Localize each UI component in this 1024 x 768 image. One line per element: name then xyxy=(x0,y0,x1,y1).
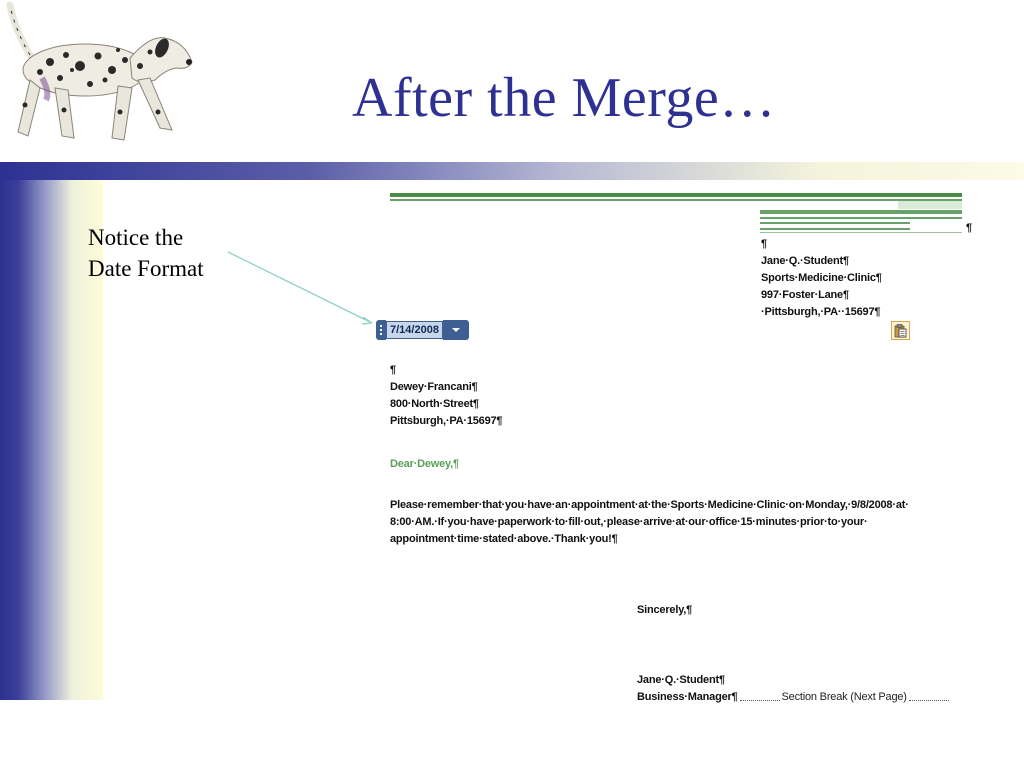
date-control-handle[interactable] xyxy=(376,320,386,340)
dalmatian-illustration xyxy=(0,0,200,148)
sender-rule-5 xyxy=(760,232,962,233)
date-field[interactable]: 7/14/2008 xyxy=(386,321,443,339)
signature-name: Jane·Q.·Student¶ xyxy=(637,674,725,686)
closing: Sincerely,¶ xyxy=(637,604,693,616)
date-dropdown-button[interactable] xyxy=(443,320,469,340)
body-line-3: appointment·time·stated·above.·Thank·you!¶ xyxy=(390,533,618,545)
body-line-2: 8:00·AM.·If·you·have·paperwork·to·fill·out,·please·arrive·at·our·office·15·minutes·prior·to·your· xyxy=(390,516,868,528)
sender-city: ·Pittsburgh,·PA··15697¶ xyxy=(761,306,881,318)
sender-address xyxy=(761,236,882,321)
paste-options-button[interactable] xyxy=(891,321,910,340)
sender-rule-1 xyxy=(760,210,962,214)
header-rule-second xyxy=(390,199,962,201)
recipient-name: Dewey·Francani¶ xyxy=(390,381,478,393)
notice-caption xyxy=(88,222,204,284)
recipient-city: Pittsburgh,·PA·15697¶ xyxy=(390,415,503,427)
salutation: Dear·Dewey,¶ xyxy=(390,458,459,470)
header-rule-top xyxy=(390,193,962,197)
recipient-blank-line: ¶ xyxy=(390,364,396,376)
sender-name: Jane·Q.·Student¶ xyxy=(761,255,849,267)
notice-line-2: Date Format xyxy=(88,256,204,281)
slide-title: After the Merge… xyxy=(352,67,776,129)
sender-rule-4 xyxy=(760,228,910,230)
signature-title: Business·Manager¶ xyxy=(637,691,738,703)
body-line-1: Please·remember·that·you·have·an·appointment·at·the·Sports·Medicine·Clinic·on·Monday,·9/8/2008·at· xyxy=(390,499,909,511)
title-underline-bar xyxy=(0,162,1024,180)
notice-line-1: Notice the xyxy=(88,225,184,250)
signature-title-line xyxy=(637,689,951,706)
sender-rule-3 xyxy=(760,222,910,224)
sender-street: 997·Foster·Lane¶ xyxy=(761,289,849,301)
header-rule-block xyxy=(898,201,962,209)
sender-blank-line: ¶ xyxy=(761,238,767,250)
recipient-address xyxy=(390,362,502,430)
signature-block xyxy=(637,672,951,706)
section-break-dots-right xyxy=(909,694,949,701)
sender-company: Sports·Medicine·Clinic¶ xyxy=(761,272,882,284)
recipient-street: 800·North·Street¶ xyxy=(390,398,479,410)
header-pilcrow: ¶ xyxy=(966,222,972,234)
chevron-down-icon xyxy=(451,327,461,333)
letter-body xyxy=(390,497,909,548)
section-break-label: Section Break (Next Page) xyxy=(781,691,907,703)
date-content-control[interactable] xyxy=(376,320,469,340)
section-break-dots-left xyxy=(740,694,780,701)
sender-rule-2 xyxy=(760,217,962,219)
paste-options-icon xyxy=(894,324,907,338)
